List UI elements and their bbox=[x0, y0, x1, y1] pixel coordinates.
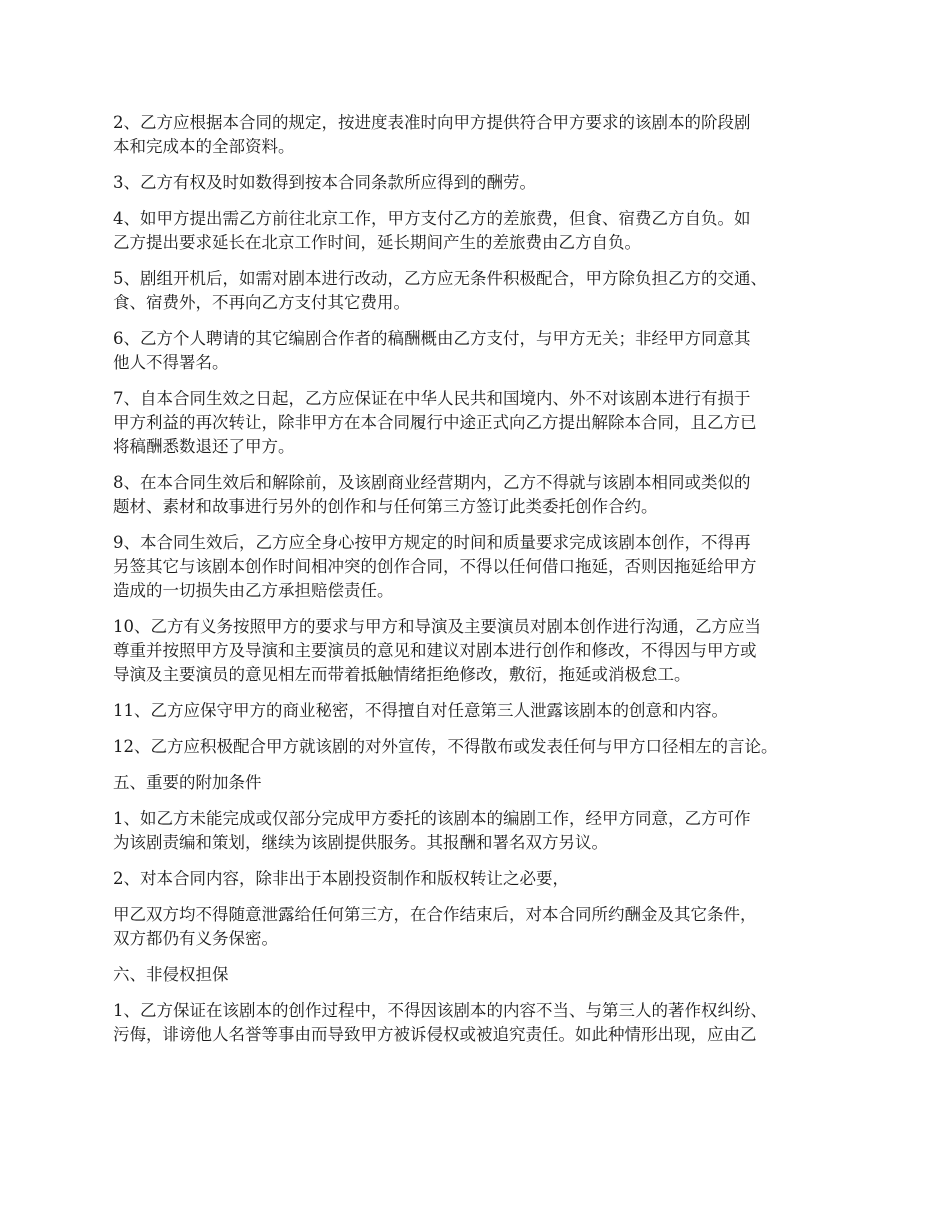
text-line: 甲方利益的再次转让，除非甲方在本合同履行中途正式向乙方提出解除本合同，且乙方已 bbox=[113, 413, 757, 432]
text-line: 乙方提出要求延长在北京工作时间，延长期间产生的差旅费由乙方自负。 bbox=[113, 233, 641, 252]
text-line: 食、宿费外，不再向乙方支付其它费用。 bbox=[113, 293, 410, 312]
text-line: 6、乙方个人聘请的其它编剧合作者的稿酬概由乙方支付，与甲方无关；非经甲方同意其 bbox=[113, 329, 751, 348]
paragraph bbox=[113, 771, 853, 795]
paragraph bbox=[113, 807, 853, 855]
text-line: 本和完成本的全部资料。 bbox=[113, 137, 295, 156]
paragraph bbox=[113, 171, 853, 195]
text-line: 将稿酬悉数退还了甲方。 bbox=[113, 437, 295, 456]
text-line: 尊重并按照甲方及导演和主要演员的意见和建议对剧本进行创作和修改，不得因与甲方或 bbox=[113, 641, 757, 660]
text-line: 5、剧组开机后，如需对剧本进行改动，乙方应无条件积极配合，甲方除负担乙方的交通、 bbox=[113, 269, 767, 288]
text-line: 2、对本合同内容，除非出于本剧投资制作和版权转让之必要， bbox=[113, 869, 569, 888]
paragraph bbox=[113, 903, 853, 951]
text-line: 六、非侵权担保 bbox=[113, 965, 229, 984]
paragraph bbox=[113, 531, 853, 603]
text-line: 1、如乙方未能完成或仅部分完成甲方委托的该剧本的编剧工作，经甲方同意，乙方可作 bbox=[113, 809, 751, 828]
text-line: 1、乙方保证在该剧本的创作过程中，不得因该剧本的内容不当、与第三人的著作权纠纷、 bbox=[113, 1001, 767, 1020]
text-line: 2、乙方应根据本合同的规定，按进度表准时向甲方提供符合甲方要求的该剧本的阶段剧 bbox=[113, 113, 751, 132]
paragraph bbox=[113, 963, 853, 987]
text-line: 12、乙方应积极配合甲方就该剧的对外宣传，不得散布或发表任何与甲方口径相左的言论。 bbox=[113, 737, 778, 756]
text-line: 4、如甲方提出需乙方前往北京工作，甲方支付乙方的差旅费，但食、宿费乙方自负。如 bbox=[113, 209, 751, 228]
paragraph bbox=[113, 327, 853, 375]
paragraph bbox=[113, 615, 853, 687]
text-line: 双方都仍有义务保密。 bbox=[113, 929, 278, 948]
text-line: 五、重要的附加条件 bbox=[113, 773, 262, 792]
paragraph bbox=[113, 699, 853, 723]
paragraph bbox=[113, 471, 853, 519]
paragraph bbox=[113, 999, 853, 1047]
text-line: 甲乙双方均不得随意泄露给任何第三方，在合作结束后，对本合同所约酬金及其它条件， bbox=[113, 905, 757, 924]
text-line: 11、乙方应保守甲方的商业秘密，不得擅自对任意第三人泄露该剧本的创意和内容。 bbox=[113, 701, 728, 720]
text-line: 9、本合同生效后，乙方应全身心按甲方规定的时间和质量要求完成该剧本创作，不得再 bbox=[113, 533, 751, 552]
text-line: 造成的一切损失由乙方承担赔偿责任。 bbox=[113, 581, 394, 600]
text-line: 另签其它与该剧本创作时间相冲突的创作合同，不得以任何借口拖延，否则因拖延给甲方 bbox=[113, 557, 757, 576]
text-line: 为该剧责编和策划，继续为该剧提供服务。其报酬和署名双方另议。 bbox=[113, 833, 608, 852]
text-line: 7、自本合同生效之日起，乙方应保证在中华人民共和国境内、外不对该剧本进行有损于 bbox=[113, 389, 751, 408]
text-line: 10、乙方有义务按照甲方的要求与甲方和导演及主要演员对剧本创作进行沟通，乙方应当 bbox=[113, 617, 761, 636]
text-line: 题材、素材和故事进行另外的创作和与任何第三方签订此类委托创作合约。 bbox=[113, 497, 658, 516]
paragraph bbox=[113, 867, 853, 891]
document-body bbox=[113, 111, 853, 1059]
text-line: 3、乙方有权及时如数得到按本合同条款所应得到的酬劳。 bbox=[113, 173, 536, 192]
text-line: 8、在本合同生效后和解除前，及该剧商业经营期内，乙方不得就与该剧本相同或类似的 bbox=[113, 473, 751, 492]
text-line: 导演及主要演员的意见相左而带着抵触情绪拒绝修改，敷衍，拖延或消极怠工。 bbox=[113, 665, 691, 684]
paragraph bbox=[113, 111, 853, 159]
text-line: 污侮，诽谤他人名誉等事由而导致甲方被诉侵权或被追究责任。如此种情形出现，应由乙 bbox=[113, 1025, 757, 1044]
paragraph bbox=[113, 735, 853, 759]
paragraph bbox=[113, 207, 853, 255]
text-line: 他人不得署名。 bbox=[113, 353, 229, 372]
paragraph bbox=[113, 387, 853, 459]
paragraph bbox=[113, 267, 853, 315]
